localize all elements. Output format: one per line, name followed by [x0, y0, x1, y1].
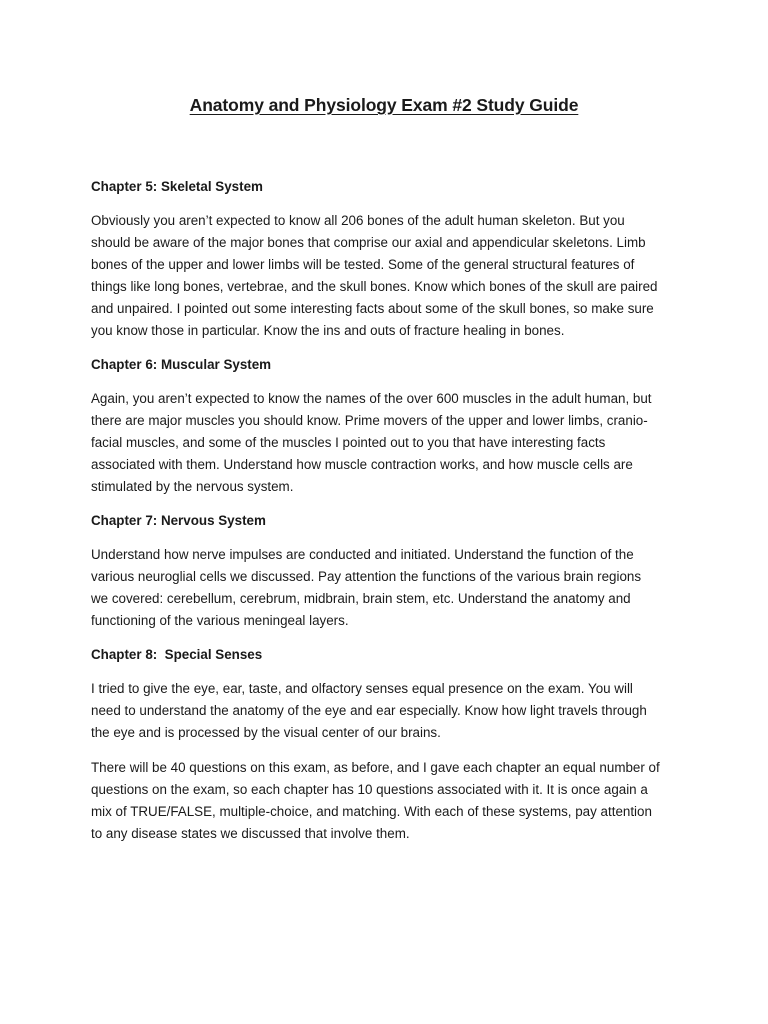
paragraph-line: need to understand the anatomy of the eye and ear especially. Know how light travels through: [91, 703, 647, 718]
document-title: Anatomy and Physiology Exam #2 Study Guide: [189, 95, 579, 115]
paragraph-line: and unpaired. I pointed out some interesting facts about some of the skull bones, so make sure: [91, 301, 654, 316]
paragraph-line: we covered: cerebellum, cerebrum, midbrain, brain stem, etc. Understand the anatomy and: [91, 591, 631, 606]
paragraph-line: various neuroglial cells we discussed. Pay attention the functions of the various brain regions: [91, 569, 642, 584]
chapter-6-heading: Chapter 6: Muscular System: [91, 357, 272, 372]
paragraph-line: there are major muscles you should know. Prime movers of the upper and lower limbs, cranio-: [91, 413, 648, 428]
document-body: [91, 177, 691, 858]
paragraph-line: questions on the exam, so each chapter has 10 questions associated with it. It is once again a: [91, 782, 648, 797]
paragraph-line: associated with them. Understand how muscle contraction works, and how muscle cells are: [91, 457, 633, 472]
paragraph-line: I tried to give the eye, ear, taste, and olfactory senses equal presence on the exam. You will: [91, 681, 633, 696]
chapter-5-heading: Chapter 5: Skeletal System: [91, 179, 263, 194]
chapter-7-heading: Chapter 7: Nervous System: [91, 513, 266, 528]
paragraph-line: you know those in particular. Know the ins and outs of fracture healing in bones.: [91, 323, 565, 338]
chapter-6-paragraph: [91, 388, 691, 498]
paragraph-line: to any disease states we discussed that involve them.: [91, 826, 410, 841]
paragraph-line: mix of TRUE/FALSE, multiple-choice, and matching. With each of these systems, pay attention: [91, 804, 652, 819]
closing-paragraph: [91, 757, 691, 845]
paragraph-line: Again, you aren’t expected to know the names of the over 600 muscles in the adult human, but: [91, 391, 652, 406]
chapter-5-paragraph: [91, 210, 691, 342]
chapter-8-heading: Chapter 8: Special Senses: [91, 647, 263, 662]
paragraph-line: bones of the upper and lower limbs will be tested. Some of the general structural features of: [91, 257, 635, 272]
paragraph-line: facial muscles, and some of the muscles I pointed out to you that have interesting facts: [91, 435, 606, 450]
paragraph-line: functioning of the various meningeal layers.: [91, 613, 349, 628]
paragraph-line: Understand how nerve impulses are conducted and initiated. Understand the function of the: [91, 547, 634, 562]
paragraph-line: the eye and is processed by the visual center of our brains.: [91, 725, 441, 740]
paragraph-line: stimulated by the nervous system.: [91, 479, 294, 494]
paragraph-line: Obviously you aren’t expected to know all 206 bones of the adult human skeleton. But you: [91, 213, 625, 228]
paragraph-line: There will be 40 questions on this exam, as before, and I gave each chapter an equal number of: [91, 760, 660, 775]
paragraph-line: should be aware of the major bones that comprise our axial and appendicular skeletons. Limb: [91, 235, 646, 250]
paragraph-line: things like long bones, vertebrae, and the skull bones. Know which bones of the skull are paired: [91, 279, 658, 294]
chapter-7-paragraph: [91, 544, 691, 632]
chapter-8-paragraph: [91, 678, 691, 744]
